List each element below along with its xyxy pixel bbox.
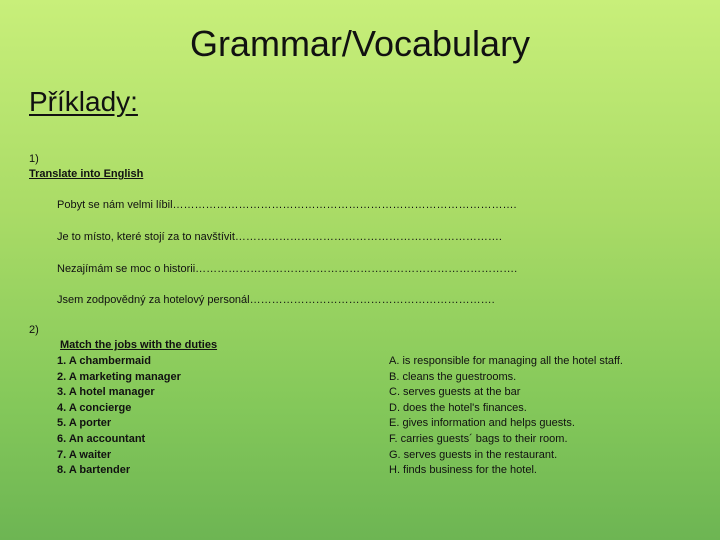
duty-item: A. is responsible for managing all the hotel staff. — [389, 355, 623, 367]
job-item: 1. A chambermaid — [57, 355, 151, 367]
duty-item: F. carries guests´ bags to their room. — [389, 432, 568, 445]
translation-sentence-3: Nezajímám se moc o historii……………………………………………………………………………. — [57, 263, 518, 275]
job-item: 8. A bartender — [57, 464, 131, 477]
slide-title: Grammar/Vocabulary — [189, 23, 531, 64]
duty-item: H. finds business for the hotel. — [389, 464, 537, 477]
duty-item: B. cleans the guestrooms. — [389, 370, 517, 383]
translation-sentence-2: Je to místo, které stojí za to navštívit………………………………………………………………. — [57, 231, 502, 243]
job-item: 4. A concierge — [57, 401, 132, 414]
translation-sentence-4: Jsem zodpovědný za hotelový personál…………………………………………………………. — [57, 294, 495, 306]
job-item: 7. A waiter — [57, 448, 112, 461]
duties-list — [389, 354, 623, 479]
job-item: 5. A porter — [57, 417, 112, 430]
exercise-1-instruction: Translate into English — [29, 168, 144, 180]
duty-item: E. gives information and helps guests. — [389, 417, 575, 430]
duty-item: G. serves guests in the restaurant. — [389, 448, 558, 461]
job-item: 3. A hotel manager — [57, 386, 155, 399]
exercise-2-instruction: Match the jobs with the duties — [60, 339, 218, 351]
job-item: 2. A marketing manager — [57, 370, 181, 383]
duty-item: C. serves guests at the bar — [389, 386, 521, 399]
translation-sentence-1: Pobyt se nám velmi líbil…………………………………………………………………………………. — [57, 199, 517, 211]
duty-item: D. does the hotel's finances. — [389, 401, 527, 414]
exercise-1-number: 1) — [29, 153, 39, 165]
jobs-list — [57, 354, 181, 479]
exercise-2-number: 2) — [29, 324, 39, 336]
examples-heading: Příklady: — [29, 86, 138, 117]
job-item: 6. An accountant — [57, 432, 146, 445]
